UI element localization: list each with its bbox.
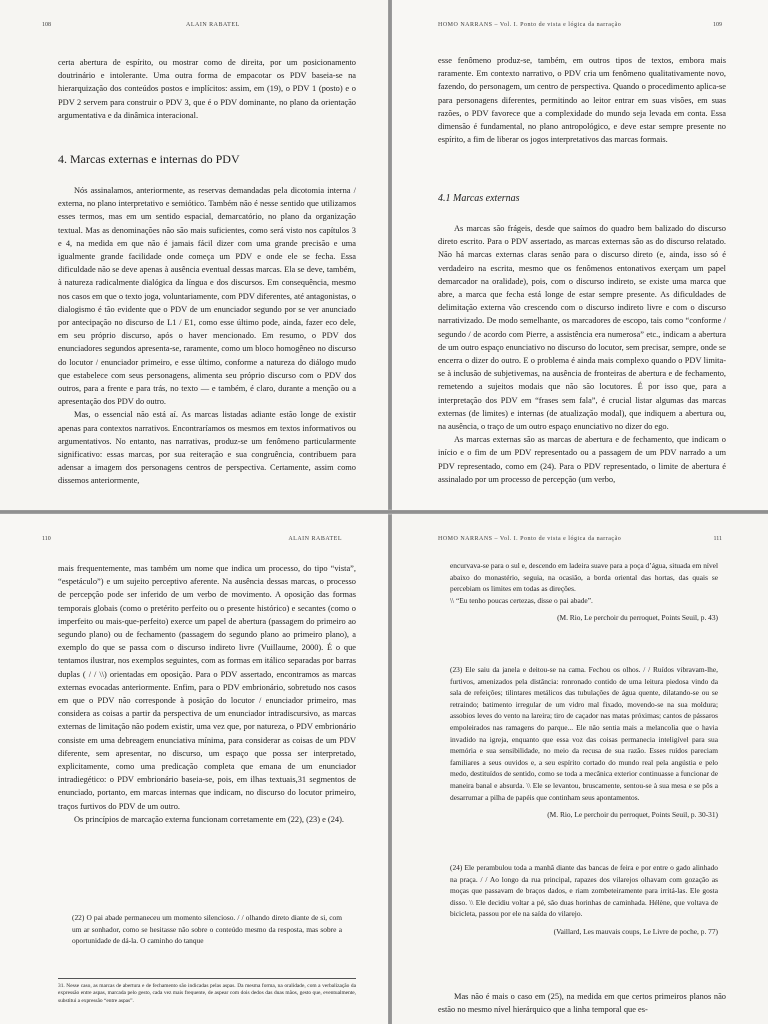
body-text: [438, 54, 726, 146]
quote-source: (Vaillard, Les mauvais coups, Le Livre de poche, p. 77): [553, 926, 718, 936]
paragraph: certa abertura de espírito, ou mostrar como de direita, por um posicionamento doutrinário e intolerante. Uma outra forma de empacotar os PDV baseia-se na hierarquização dos conteúdos postos e implícitos: assim, em (19), o PDV 1 (posto) e o PDV 2 servem para construir o PDV 3, que é o PDV dominante, no plano da orientação argumentativa e da dinâmica interacional.: [58, 58, 356, 120]
running-head: ALAIN RABATEL: [288, 536, 342, 542]
paragraph: Mas não é mais o caso em (25), na medida em que certos primeiros planos não estão no mesmo nível hierárquico que a linha temporal que es-: [438, 992, 726, 1015]
running-head: HOMO NARRANS – Vol. I. Ponto de vista e lógica da narração: [438, 536, 622, 542]
example-quote: [72, 912, 342, 947]
example-quote: [450, 560, 718, 624]
quote-text: (22) O pai abade permaneceu um momento silencioso. / / olhando direto diante de si, com um ar sonhador, como se hesitasse não sobre o conteúdo mesmo da resposta, mas sobre a oportunidade de dá-la. O caminho do tanque: [72, 913, 342, 946]
page-number: 108: [42, 22, 51, 28]
running-head: HOMO NARRANS – Vol. I. Ponto de vista e lógica da narração: [438, 22, 622, 28]
paragraph: Os princípios de marcação externa funcionam corretamente em (22), (23) e (24).: [74, 814, 344, 824]
quote-text: (24) Ele perambulou toda a manhã diante das bancas de feira e por entre o gado alinhado na praça. / / Ao longo da rua principal, rapazes dos vilarejos olhavam com gozação as moças que passavam de braços dados, e riam zombeteiramente para irritá-las. Ele gosta disso. \\ Ele decidiu voltar a pé, são duas horinhas de caminhada. Hélène, que voltava de bicicleta, passou por ele na saída do vilarejo.: [450, 863, 718, 919]
quote-source: (M. Rio, Le perchoir du perroquet, Points Seuil, p. 30-31): [547, 810, 718, 820]
page-109: [392, 0, 768, 510]
running-head: ALAIN RABATEL: [186, 22, 240, 28]
quote-source: (M. Rio, Le perchoir du perroquet, Points Seuil, p. 43): [557, 613, 718, 623]
paragraph: As marcas são frágeis, desde que saímos do quadro bem balizado do discurso direto escrito. Para o PDV assertado, as marcas externas são as do discurso relatado. Não há marcas externas claras senão para o discurso direto (e, ainda, isso só é verdadeiro na escrita, mesmo que os fenômenos entonativos exerçam um papel demarcador na oralidade), pois, com o discurso indireto, se existe uma marca que abre, a marca que fecha está longe de estar sempre presente. As dificuldades de delimitação externa vão crescendo com o discurso indireto livre e com o discurso narrativizado. De modo semelhante, os marcadores de escopo, tais como “conforme / segundo / de acordo com Pierre, a assistência era numerosa” etc., indicam a abertura de um outro espaço enunciativo no discurso do locutor, sem precisar, sempre, onde se encerra o dizer do outro. E o problema é ainda mais complexo quando o PDV limita-se à inclusão de subjetivemas, na ausência de fronteiras de abertura e de fechamento, remetendo a sujeitos modais que não são locutores. É por isso que, para a interpretação dos PDV em “frases sem fala”, é crucial listar algumas das marcas externas (de limites) e internas (de atualização modal), que indiquem a abertura ou, na ausência, o traço de um outro espaço enunciativo no dizer do ego.: [438, 224, 726, 432]
body-text: [438, 990, 726, 1016]
quote-text: \\ “Eu tenho poucas certezas, disse o pai abade”.: [450, 595, 593, 605]
paragraph: As marcas externas são as marcas de abertura e de fechamento, que indicam o início e o fim de um PDV representado ou a passagem de um PDV narrado a um PDV representado, como em (24). Para o PDV representado, o limite de abertura é assinalado por um processo de percepção (um verbo,: [438, 435, 726, 484]
footnote: 31. Nesse caso, as marcas de abertura e de fechamento são indicadas pelas aspas. Da mesma forma, na oralidade, com a verbalização da expressão entre aspas, marcada pelo gesto, cada vez mais frequente, de aspear com dois dedos das duas mãos, gesto que, eventualmente, substitui a expressão “entre aspas”.: [58, 978, 356, 1005]
paragraph: mais frequentemente, mas também um nome que indica um processo, do tipo “vista”, “espetáculo”) e um sujeito perceptivo aferente. Na ausência dessas marcas, o processo de percepção pode ser inferido de um verbo de movimento. A oposição das formas temporais globais (como o pretérito perfeito ou o presente histórico) e secantes (como o imperfeito ou mais-que-perfeito) exerce um papel de abertura (passagem do primeiro ao segundo plano) ou de fechamento (passagem do segundo plano ao primeiro plano), a exemplo do que se passa com o discurso indireto livre (Vuillaume, 2000). É o que tentamos ilustrar, nos exemplos seguintes, com as formas em itálico separadas por barras duplas ( / / \\) orientadas em oposição. Para o PDV assertado, encontramos as marcas externas evocadas anteriormente. Enfim, para o PDV embrionário, sobretudo nos casos em que o PDV não corresponde à posição do locutor / enunciador primeiro, mas considera as coisas a partir da perspectiva de um enunciador intradiscursivo, as marcas externas de limitação não podem existir, uma vez que, por natureza, o PDV embrionário consiste em uma debreagem enunciativa mínima, para considerar as coisas de um PDV diferente, sem apresentar, no discurso, um espaço que possa ser interpretado, explicitamente, como uma predicação completa que emana de um enunciador intradiegético: o PDV embrionário baseia-se, pois, em ilhas textuais,31 segmentos de enunciado, portanto, em marcas internas que indicam, no discurso do locutor primeiro, traços furtivos do PDV de um outro.: [58, 564, 356, 811]
body-text: [58, 184, 356, 488]
page-111: [392, 514, 768, 1024]
paragraph: Mas, o essencial não está aí. As marcas listadas adiante estão longe de existir apenas para contextos narrativos. Encontraríamos os mesmos em textos informativos ou argumentativos. No entanto, nas narrativas, produz-se um fenômeno particularmente significativo: essas marcas, por sua reiteração e sua congruência, contribuem para adensar a imagem dos personagens centros de perspectiva. Certamente, assim como dissemos anteriormente,: [58, 410, 356, 486]
body-text: [58, 56, 356, 122]
page-number: 110: [42, 536, 51, 542]
paragraph: esse fenômeno produz-se, também, em outros tipos de textos, embora mais raramente. Em contexto narrativo, o PDV cria um fenômeno qualitativamente novo, fazendo, do personagem, um centro de perspectiva. Quando o procedimento aplica-se para personagens diferentes, permitindo ao leitor entrar em suas visões, em suas razões, o PDV favorece que a complexidade do mundo seja levada em conta. Essa dimensão é fundamental, no plano antropológico, e deve estar sempre presente no espírito, a fim de liberar os jogos interpretativos das marcas formais.: [438, 56, 726, 145]
body-text: [58, 562, 356, 826]
example-quote: [450, 862, 718, 938]
page-110: [0, 514, 388, 1024]
page-number: 111: [713, 536, 722, 542]
section-heading: 4. Marcas externas e internas do PDV: [58, 152, 240, 166]
example-quote: [450, 664, 718, 821]
page-number: 109: [713, 22, 722, 28]
page-108: [0, 0, 388, 510]
quote-text: encurvava-se para o sul e, descendo em ladeira suave para a poça d’água, situada em nível abaixo do monastério, seguia, na ocasião, a borda oriental das hortas, das quais se percebiam os limites em todas as direções.: [450, 561, 718, 594]
quote-text: (23) Ele saiu da janela e deitou-se na cama. Fechou os olhos. / / Ruídos vibravam-lhe, furtivos, amenizados pela distância: ronronado contido de uma leitura piedosa vindo da sala de refeições; tilintares metálicos das tubulações de água quente, dilatando-se ou se retraindo; batimento irregular de um vidro mal fixado, movendo-se na sua moldura; assobios leves do vento na lareira; tiro de caçador nas matas próximas; cantos de pássaros empoleirados nas ramagens do parque... Ele não sentia mais a melancolia que o havia invadido na igreja, enquanto que essa voz das coisas permanecia inteligível para sua memória e sua sensibilidade, no meio da recusa de sua razão. Esses ruídos pareciam familiares a seus ouvidos e, a seu espírito cortado do mundo real pela angústia e pelo medo, destituídos de sentido, como se toda a mecânica exterior continuasse a funcionar de maneira banal e absurda. \\ Ele se levantou, bruscamente, sentou-se à sua mesa e se pôs a desarrumar a pilha de papéis que continham seus apontamentos.: [450, 665, 718, 802]
body-text: [438, 222, 726, 486]
paragraph: Nós assinalamos, anteriormente, as reservas demandadas pela dicotomia interna / externa, no plano interpretativo e semiótico. Também não é nesse sentido que utilizamos esses termos, mas em um sentido espacial, demarcatório, no plano da organização textual. Mas as denominações não são mais suficientes, como será visto nos capítulos 3 e 4, na medida em que não é jamais fácil dizer com uma grande precisão e uma igualmente grande facilidade onde começa um PDV e onde ele se fecha. Essa dificuldade não se deve apenas à ausência eventual dessas marcas. Ela se deve, também, à natureza radicalmente dialógica da língua e dos discursos. Em consequência, mesmo nos casos em que o texto joga, voluntariamente, com PDV diferentes, até antagonistas, o dialogismo é tão evidente que o PDV de um enunciador segundo por se ver anunciado por antecipação no discurso de L1 / E1, como esse último pode, ainda, fazer eco dele, em seu próprio discurso, após o haver mencionado. Em resumo, o PDV dos enunciadores segundos apresenta-se, raramente, como um bloco homogêneo no discurso do locutor / enunciador primeiro, e esse último, conforme a natureza do diálogo mudo que estabelece com seus personagens, alimenta seu próprio discurso com o PDV dos outros, para a frente e para trás, no texto — e também, é claro, durante a menção ou a apresentação dos PDV do outro.: [58, 186, 356, 407]
subsection-heading: 4.1 Marcas externas: [438, 193, 520, 204]
